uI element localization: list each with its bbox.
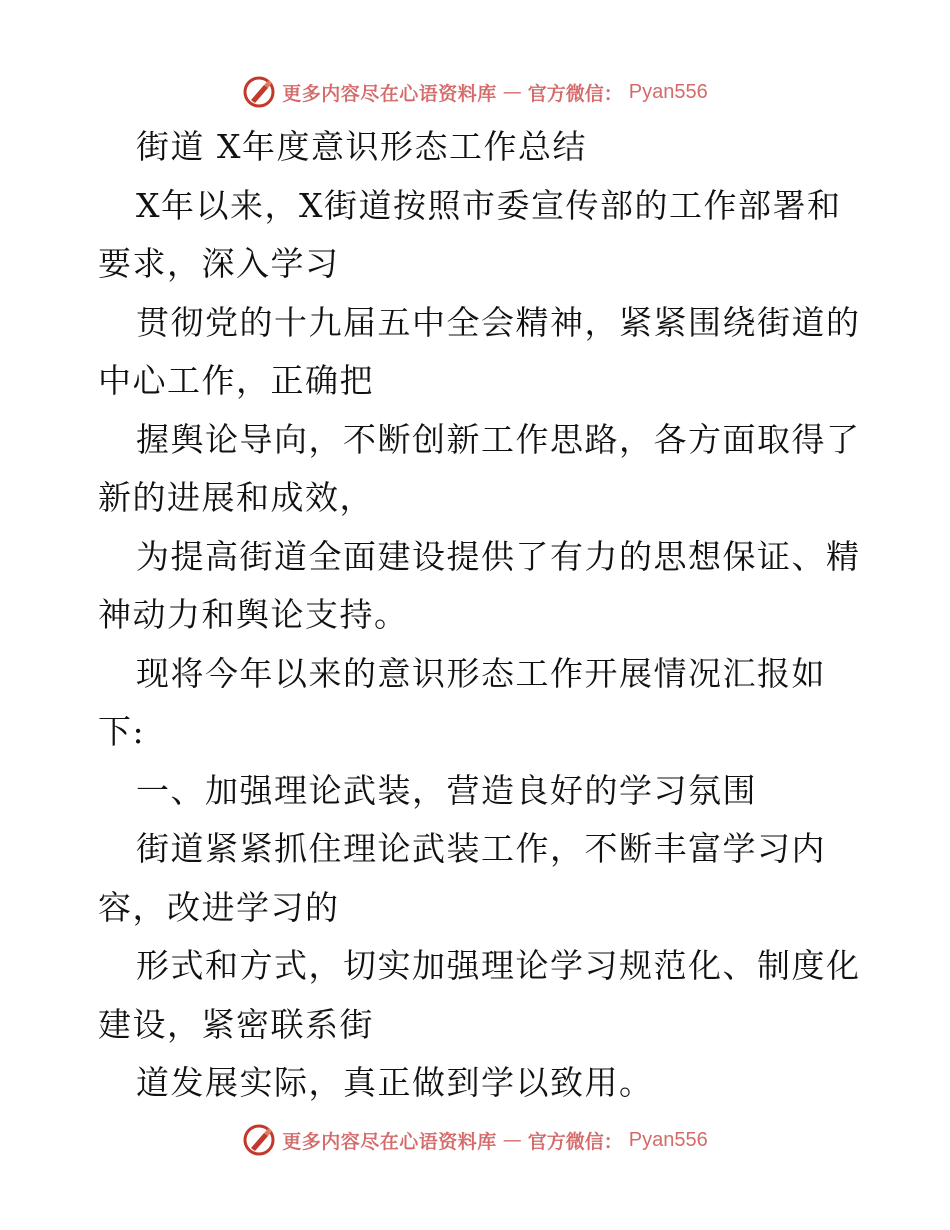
text-line: 建设，紧密联系街 bbox=[98, 1004, 374, 1044]
text-line: 容，改进学习的 bbox=[98, 887, 340, 927]
watermark-dash: — bbox=[502, 1129, 522, 1151]
text-line: X年以来，X街道按照市委宣传部的工作部署和 bbox=[136, 185, 842, 225]
watermark-dash: — bbox=[502, 81, 522, 103]
text-line: 形式和方式，切实加强理论学习规范化、制度化 bbox=[136, 946, 861, 985]
text-line: 现将今年以来的意识形态工作开展情况汇报如 bbox=[136, 653, 826, 693]
watermark-label: 官方微信： bbox=[527, 1130, 623, 1153]
text-line: 神动力和舆论支持。 bbox=[98, 595, 409, 634]
text-line: 一、加强理论武装，营造良好的学习氛围 bbox=[136, 770, 757, 810]
text-line: 要求，深入学习 bbox=[98, 244, 340, 283]
text-line: 中心工作，正确把 bbox=[98, 361, 374, 400]
header-watermark bbox=[0, 72, 950, 112]
watermark-label: 官方微信： bbox=[527, 82, 623, 105]
text-line: 握舆论导向，不断创新工作思路，各方面取得了 bbox=[136, 419, 861, 459]
text-line: 为提高街道全面建设提供了有力的思想保证、精 bbox=[136, 536, 861, 576]
text-line: 道发展实际，真正做到学以致用。 bbox=[136, 1063, 654, 1102]
footer-watermark bbox=[0, 1120, 950, 1160]
watermark-wechat-id: Pyan556 bbox=[628, 1128, 708, 1151]
pen-logo-icon bbox=[242, 1123, 276, 1157]
text-line: 街道紧紧抓住理论武装工作，不断丰富学习内 bbox=[136, 829, 826, 868]
document-title: 街道 X年度意识形态工作总结 bbox=[136, 127, 587, 166]
watermark-wechat-id: Pyan556 bbox=[628, 80, 708, 103]
text-line: 贯彻党的十九届五中全会精神，紧紧围绕街道的 bbox=[136, 302, 861, 342]
text-line: 下: bbox=[98, 712, 146, 751]
watermark-text: 更多内容尽在心语资料库 bbox=[282, 82, 497, 105]
text-line: 新的进展和成效， bbox=[98, 478, 374, 517]
pen-logo-icon bbox=[242, 75, 276, 109]
document-body bbox=[98, 118, 861, 1113]
watermark-text: 更多内容尽在心语资料库 bbox=[282, 1130, 497, 1153]
